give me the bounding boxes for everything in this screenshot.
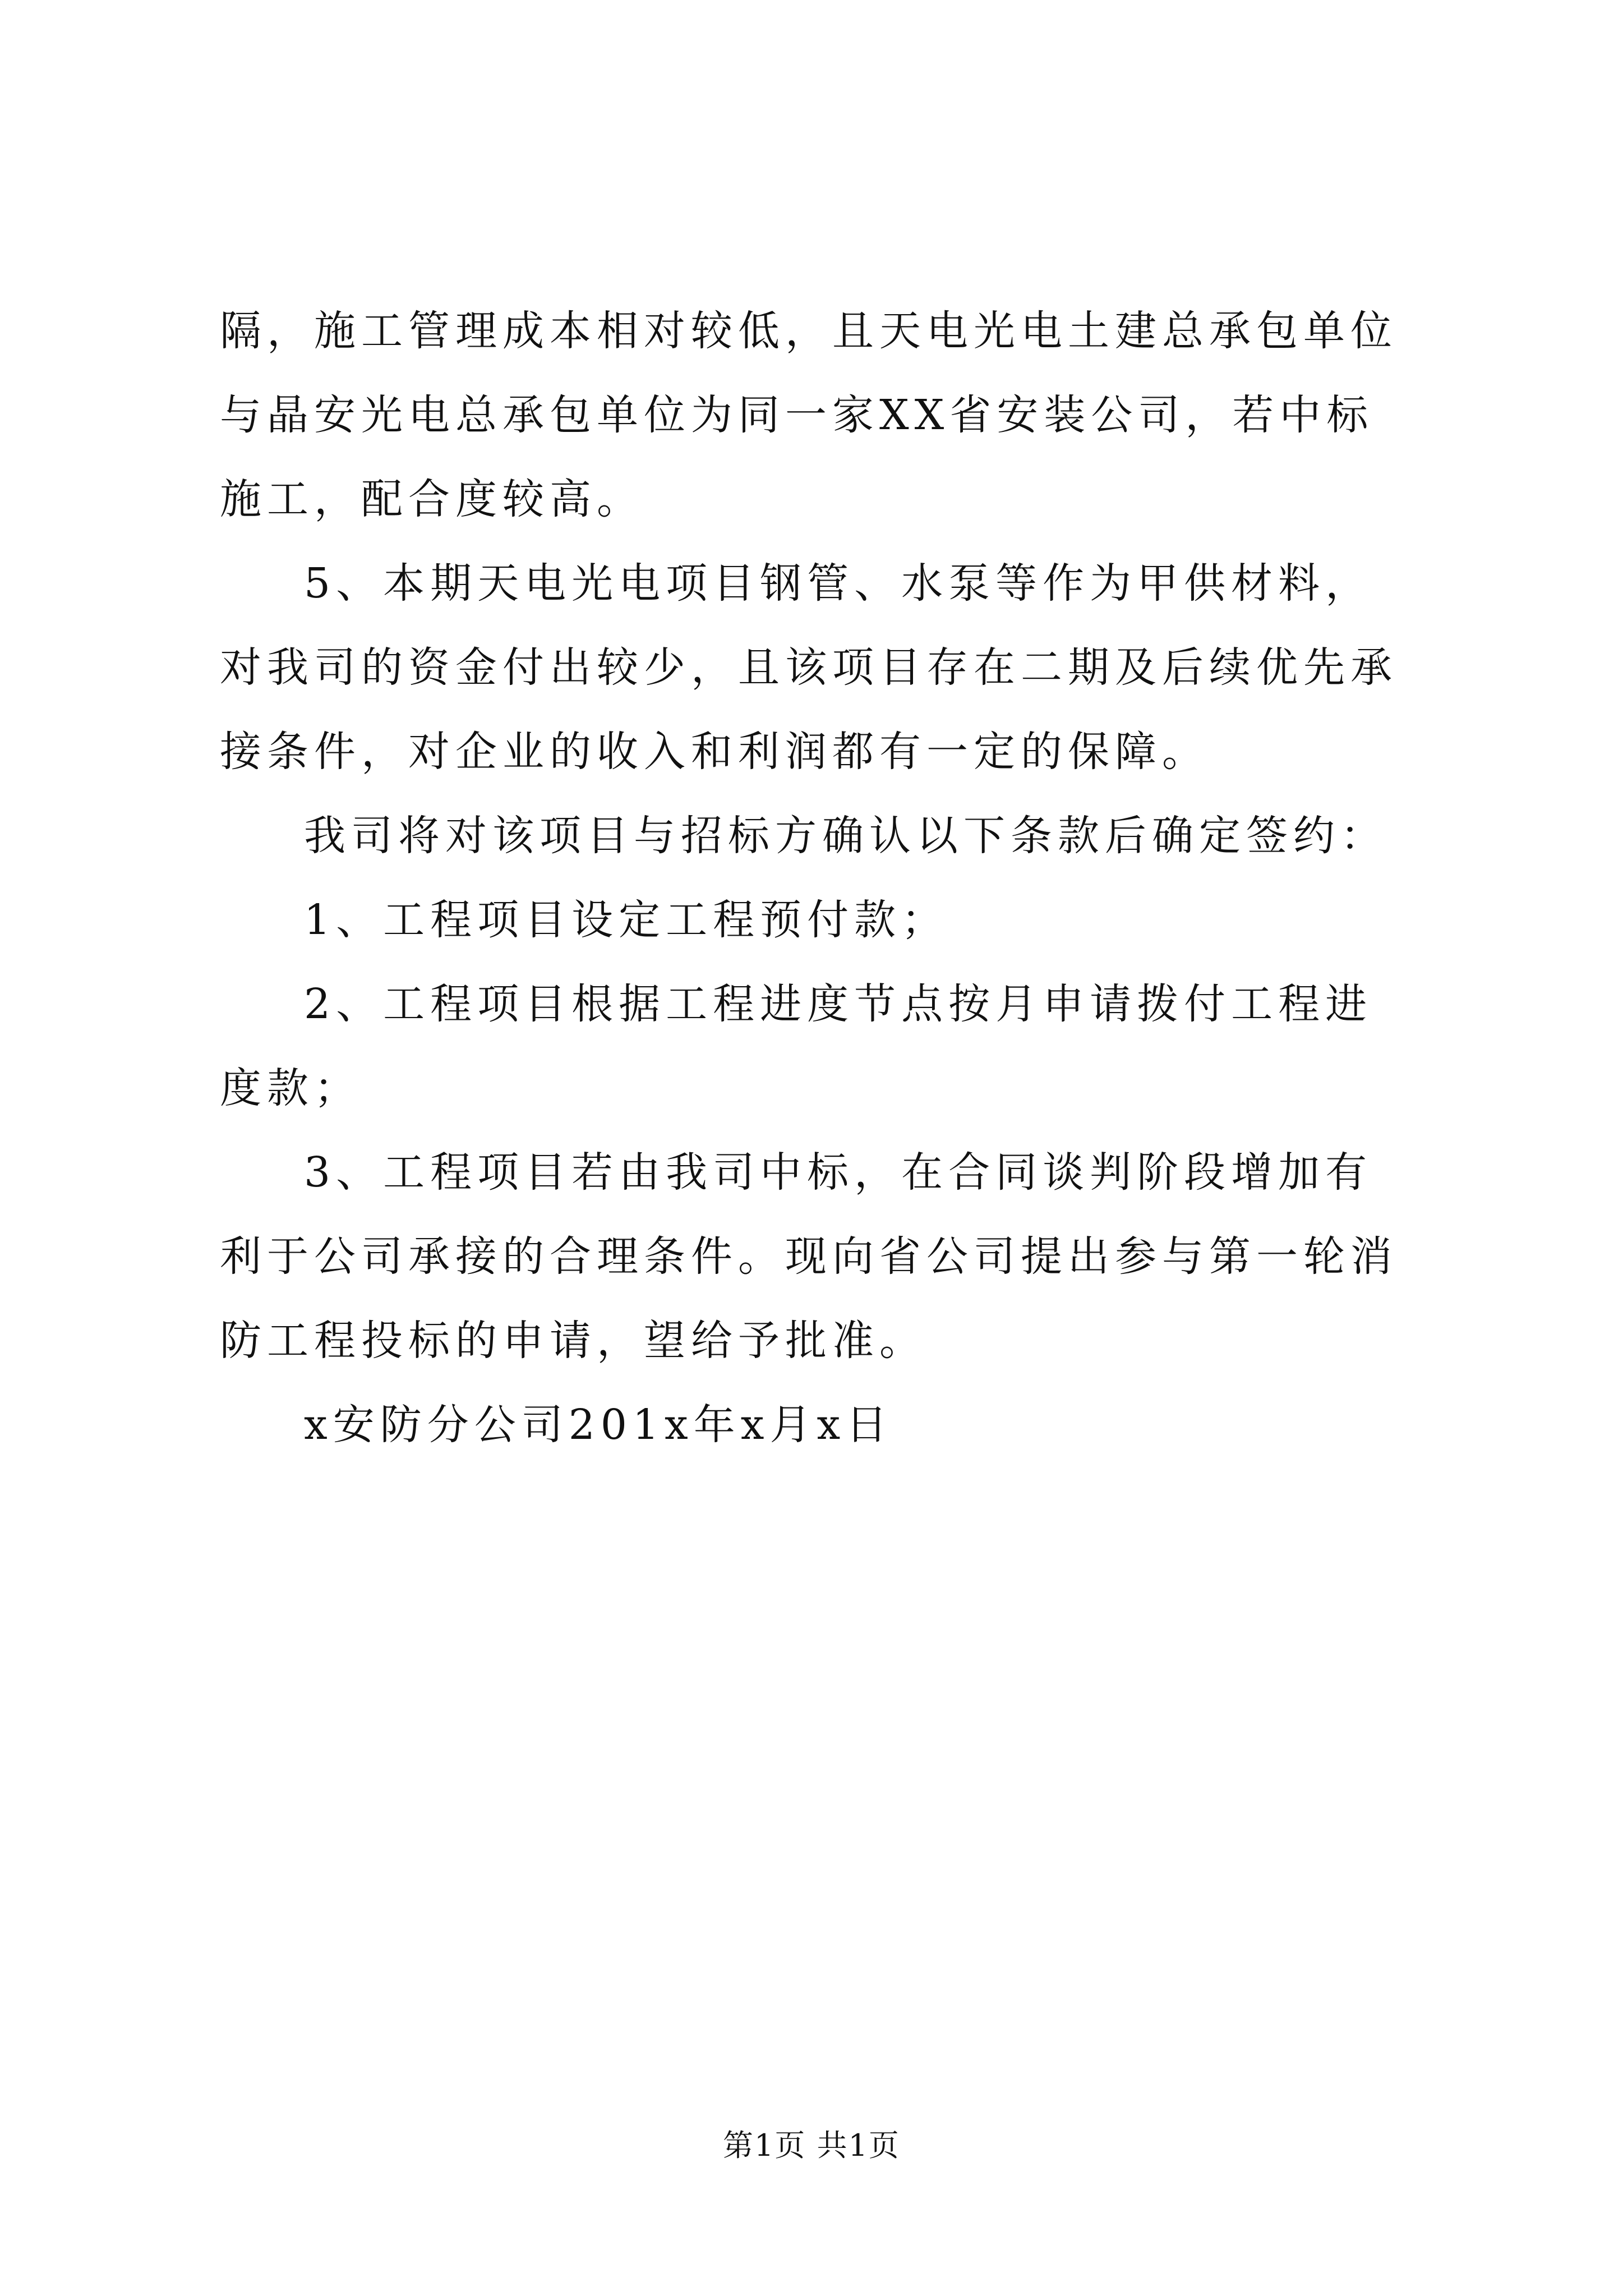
document-body bbox=[220, 289, 1409, 1467]
paragraph-term-3: 3、工程项目若由我司中标，在合同谈判阶段增加有利于公司承接的合理条件。现向省公司提出参与第一轮消防工程投标的申请，望给予批准。 bbox=[220, 1148, 1398, 1365]
paragraph-term-2: 2、工程项目根据工程进度节点按月申请拨付工程进度款； bbox=[220, 980, 1373, 1112]
paragraph-continuation: 隔，施工管理成本相对较低，且天电光电土建总承包单位与晶安光电总承包单位为同一家XX省安装公司，若中标施工，配合度较高。 bbox=[220, 307, 1398, 523]
paragraph-terms-intro: 我司将对该项目与招标方确认以下条款后确定签约： bbox=[304, 812, 1387, 860]
page-number-footer: 第1页 共1页 bbox=[723, 2128, 900, 2163]
paragraph-term-1: 1、工程项目设定工程预付款； bbox=[304, 896, 949, 944]
signature-line: x安防分公司201x年x月x日 bbox=[304, 1401, 893, 1449]
paragraph-item-5: 5、本期天电光电项目钢管、水泵等作为甲供材料，对我司的资金付出较少，且该项目存在二期及后续优先承接条件，对企业的收入和利润都有一定的保障。 bbox=[220, 559, 1398, 776]
